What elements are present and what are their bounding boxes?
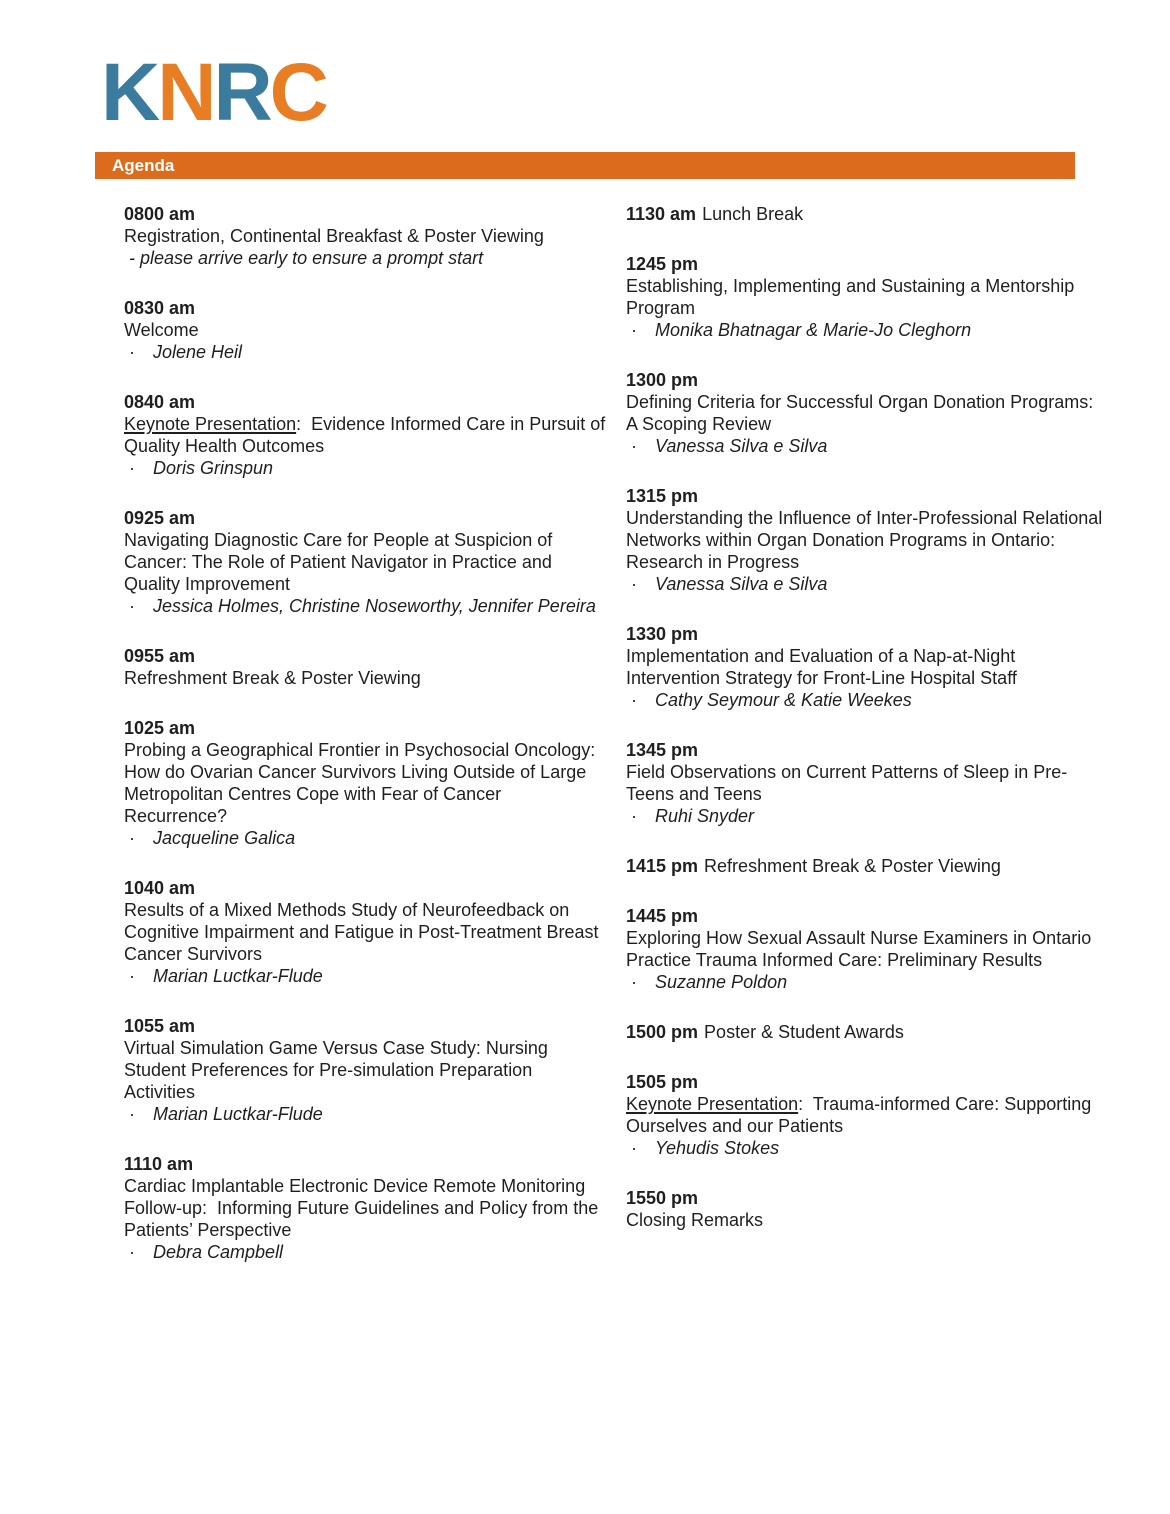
item-title-text: Closing Remarks xyxy=(626,1210,764,1230)
item-title-text: Implementation and Evaluation of a Nap-at-Night Intervention Strategy for Front-Line Hospital Staff xyxy=(626,646,1021,688)
item-title-text: Exploring How Sexual Assault Nurse Examiners in Ontario Practice Trauma Informed Care: Preliminary Results xyxy=(626,928,1097,970)
agenda-item xyxy=(626,253,1113,341)
item-title-text: Probing a Geographical Frontier in Psychosocial Oncology: How do Ovarian Cancer Survivors Living Outside of Large Metropolitan Centres Cope with Fear of Cancer Recurrence? xyxy=(124,740,601,826)
item-title xyxy=(124,1175,606,1241)
keynote-label: Keynote Presentation xyxy=(124,414,297,434)
item-speakers xyxy=(626,805,1113,827)
item-speakers xyxy=(626,971,1113,993)
item-title-text: Results of a Mixed Methods Study of Neurofeedback on Cognitive Impairment and Fatigue in Post-Treatment Breast Cancer Survivors xyxy=(124,900,604,964)
agenda-item xyxy=(626,855,1113,877)
item-title xyxy=(124,899,606,965)
item-time: 1505 pm xyxy=(626,1072,699,1092)
item-title-text: Welcome xyxy=(124,320,199,340)
bullet-icon: · xyxy=(129,596,135,616)
item-speakers xyxy=(626,573,1113,595)
bullet-icon: · xyxy=(129,1104,135,1124)
logo-letter: C xyxy=(269,47,326,138)
logo-letter: R xyxy=(213,47,270,138)
item-speakers xyxy=(124,1241,606,1263)
item-time-line xyxy=(124,1153,606,1175)
speaker-names: Ruhi Snyder xyxy=(655,806,755,826)
item-time-line xyxy=(626,623,1113,645)
item-time-line xyxy=(124,877,606,899)
item-title-text: Field Observations on Current Patterns of Sleep in Pre-Teens and Teens xyxy=(626,762,1068,804)
item-time: 0955 am xyxy=(124,646,196,666)
item-time: 1055 am xyxy=(124,1016,196,1036)
item-title-text: Navigating Diagnostic Care for People at Suspicion of Cancer: The Role of Patient Navigator in Practice and Quality Improvement xyxy=(124,530,558,594)
speaker-names: Monika Bhatnagar & Marie-Jo Cleghorn xyxy=(655,320,972,340)
agenda-item xyxy=(124,507,606,617)
agenda-columns xyxy=(124,203,1113,1291)
item-time: 1415 pm xyxy=(626,856,699,876)
item-speakers xyxy=(124,457,606,479)
item-title xyxy=(626,1093,1113,1137)
item-title xyxy=(626,761,1113,805)
bullet-icon: · xyxy=(631,320,637,340)
agenda-item xyxy=(626,1071,1113,1159)
item-title xyxy=(626,1209,1113,1231)
item-time-line xyxy=(124,391,606,413)
item-time: 1245 pm xyxy=(626,254,699,274)
item-time-line xyxy=(626,739,1113,761)
speaker-names: Vanessa Silva e Silva xyxy=(655,436,828,456)
agenda-item xyxy=(626,739,1113,827)
item-time-line xyxy=(626,253,1113,275)
item-speakers xyxy=(626,1137,1113,1159)
item-time: 0840 am xyxy=(124,392,196,412)
agenda-item xyxy=(124,645,606,689)
item-inline-title: Lunch Break xyxy=(702,204,804,224)
item-speakers xyxy=(626,689,1113,711)
agenda-item xyxy=(124,1015,606,1125)
agenda-item xyxy=(626,485,1113,595)
item-time-line xyxy=(626,1021,1113,1043)
item-time: 1330 pm xyxy=(626,624,699,644)
item-speakers xyxy=(124,1103,606,1125)
item-title-text: Cardiac Implantable Electronic Device Remote Monitoring Follow-up: Informing Future Guidelines and Policy from the Patients’ Perspective xyxy=(124,1176,604,1240)
item-time-line xyxy=(124,203,606,225)
item-title-text: Defining Criteria for Successful Organ Donation Programs: A Scoping Review xyxy=(626,392,1103,434)
item-time: 1300 pm xyxy=(626,370,699,390)
speaker-names: Jessica Holmes, Christine Noseworthy, Jennifer Pereira xyxy=(153,596,596,616)
agenda-item xyxy=(124,717,606,849)
item-time-line xyxy=(124,1015,606,1037)
item-title xyxy=(124,225,606,247)
agenda-item xyxy=(626,1021,1113,1043)
item-speakers xyxy=(124,827,606,849)
agenda-item xyxy=(124,203,606,269)
speaker-names: Cathy Seymour & Katie Weekes xyxy=(655,690,912,710)
item-time-line xyxy=(124,507,606,529)
logo-letter: N xyxy=(157,47,214,138)
item-time: 1130 am xyxy=(626,204,697,224)
agenda-item xyxy=(626,203,1113,225)
keynote-label: Keynote Presentation xyxy=(626,1094,799,1114)
bullet-icon: · xyxy=(631,1138,637,1158)
agenda-item xyxy=(626,369,1113,457)
item-time-line xyxy=(626,855,1113,877)
agenda-item xyxy=(626,905,1113,993)
agenda-item xyxy=(124,1153,606,1263)
speaker-names: Yehudis Stokes xyxy=(655,1138,780,1158)
item-time: 1110 am xyxy=(124,1154,194,1174)
bullet-icon: · xyxy=(129,1242,135,1262)
agenda-item xyxy=(626,1187,1113,1231)
item-title xyxy=(124,319,606,341)
item-time-line xyxy=(626,905,1113,927)
bullet-icon: · xyxy=(129,966,135,986)
bullet-icon: · xyxy=(129,828,135,848)
item-time: 1345 pm xyxy=(626,740,699,760)
item-title-text: Establishing, Implementing and Sustaining a Mentorship Program xyxy=(626,276,1080,318)
agenda-column-left xyxy=(124,203,611,1291)
logo-letter: K xyxy=(101,47,158,138)
item-time-line xyxy=(124,645,606,667)
item-time: 0925 am xyxy=(124,508,196,528)
item-speakers xyxy=(124,965,606,987)
item-time: 1315 pm xyxy=(626,486,699,506)
item-time: 1500 pm xyxy=(626,1022,699,1042)
item-time: 0800 am xyxy=(124,204,196,224)
item-time-line xyxy=(626,485,1113,507)
speaker-names: Jolene Heil xyxy=(153,342,243,362)
item-time-line xyxy=(626,1071,1113,1093)
item-time-line xyxy=(124,717,606,739)
item-inline-title: Refreshment Break & Poster Viewing xyxy=(704,856,1001,876)
knrc-logo xyxy=(101,47,326,138)
speaker-names: Jacqueline Galica xyxy=(153,828,296,848)
item-title xyxy=(124,529,606,595)
item-title xyxy=(124,739,606,827)
item-speakers xyxy=(124,341,606,363)
item-title-text: Refreshment Break & Poster Viewing xyxy=(124,668,421,688)
item-time: 0830 am xyxy=(124,298,196,318)
item-title xyxy=(124,1037,606,1103)
bullet-icon: · xyxy=(129,458,135,478)
speaker-names: Vanessa Silva e Silva xyxy=(655,574,828,594)
item-title-text: Virtual Simulation Game Versus Case Study: Nursing Student Preferences for Pre-simulation Preparation Activities xyxy=(124,1038,553,1102)
item-title xyxy=(626,275,1113,319)
item-note: - please arrive early to ensure a prompt start xyxy=(124,248,484,268)
item-title xyxy=(626,507,1113,573)
bullet-icon: · xyxy=(631,690,637,710)
item-speakers xyxy=(124,595,606,617)
item-title-text: : Evidence Informed Care in Pursuit of Quality Health Outcomes xyxy=(124,414,611,456)
item-time-line xyxy=(626,369,1113,391)
item-title xyxy=(124,667,606,689)
item-title-text: : Trauma-informed Care: Supporting Ourselves and our Patients xyxy=(626,1094,1097,1136)
banner-title: Agenda xyxy=(112,155,175,175)
agenda-column-right xyxy=(626,203,1113,1291)
item-title xyxy=(626,391,1113,435)
agenda-banner xyxy=(95,152,1075,179)
agenda-item xyxy=(124,391,611,479)
item-time: 1040 am xyxy=(124,878,196,898)
item-title xyxy=(626,645,1113,689)
item-title xyxy=(124,413,611,457)
item-time: 1445 pm xyxy=(626,906,699,926)
item-title xyxy=(626,927,1113,971)
speaker-names: Marian Luctkar-Flude xyxy=(153,1104,323,1124)
bullet-icon: · xyxy=(631,574,637,594)
item-time-line xyxy=(124,297,606,319)
speaker-names: Marian Luctkar-Flude xyxy=(153,966,323,986)
speaker-names: Debra Campbell xyxy=(153,1242,284,1262)
agenda-item xyxy=(626,623,1113,711)
item-time: 1025 am xyxy=(124,718,196,738)
item-time-line xyxy=(626,1187,1113,1209)
bullet-icon: · xyxy=(631,806,637,826)
agenda-item xyxy=(124,877,606,987)
speaker-names: Suzanne Poldon xyxy=(655,972,788,992)
item-title-text: Registration, Continental Breakfast & Poster Viewing xyxy=(124,226,544,246)
bullet-icon: · xyxy=(129,342,135,362)
item-inline-title: Poster & Student Awards xyxy=(704,1022,904,1042)
item-time-line xyxy=(626,203,1113,225)
item-time: 1550 pm xyxy=(626,1188,699,1208)
item-speakers xyxy=(626,435,1113,457)
item-speakers xyxy=(626,319,1113,341)
bullet-icon: · xyxy=(631,436,637,456)
agenda-item xyxy=(124,297,606,363)
speaker-names: Doris Grinspun xyxy=(153,458,274,478)
item-title-text: Understanding the Influence of Inter-Professional Relational Networks within Organ Donation Programs in Ontario: Research in Progress xyxy=(626,508,1108,572)
bullet-icon: · xyxy=(631,972,637,992)
